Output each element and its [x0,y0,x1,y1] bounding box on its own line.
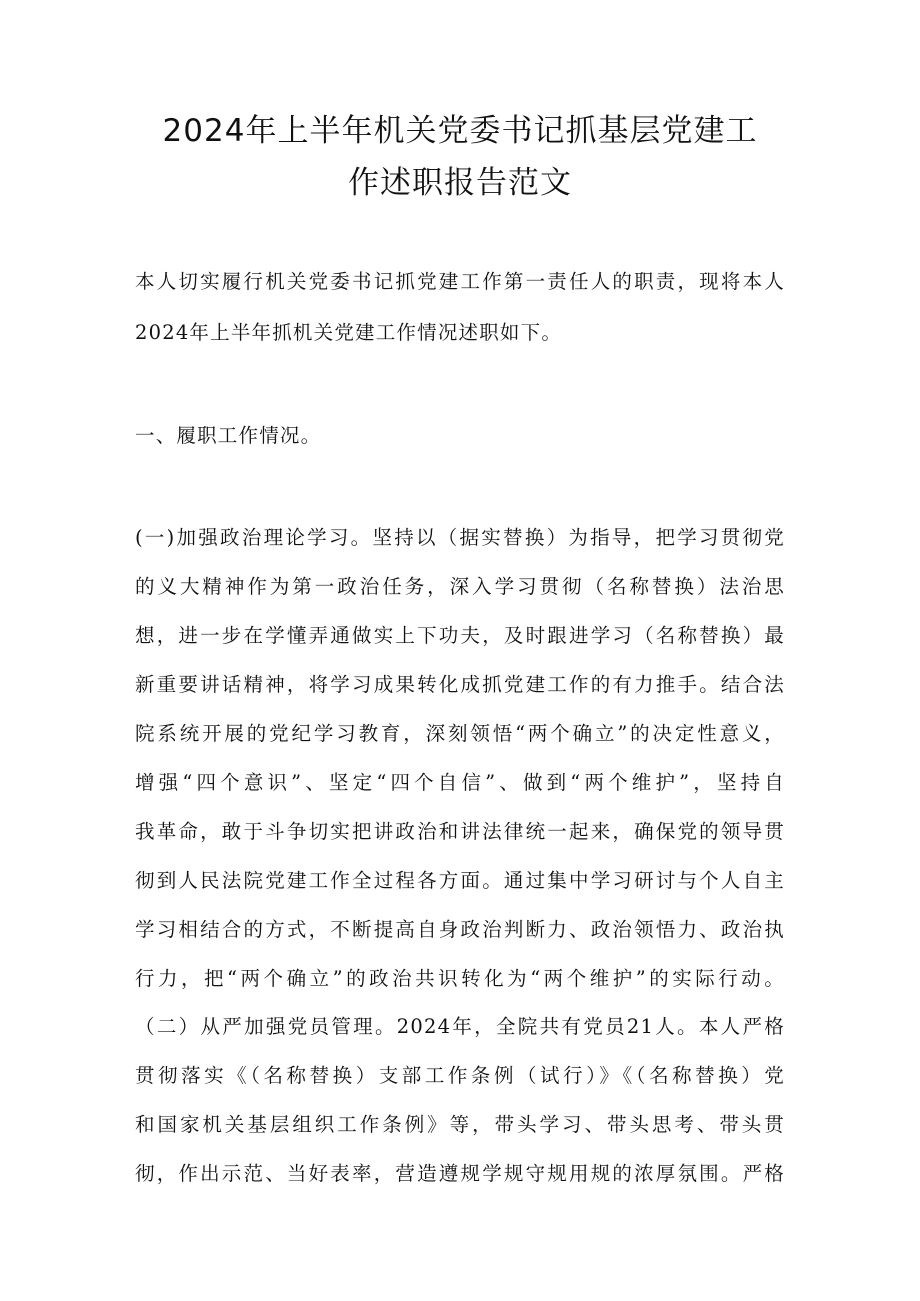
paragraph1-line-5: 院系统开展的党纪学习教育，深刻领悟“两个确立”的决定性意义， [135,722,785,745]
document-title-line-2: 作述职报告范文 [348,165,572,201]
paragraph2-line-1: （二）从严加强党员管理。2024年，全院共有党员21人。本人严格 [135,1015,785,1038]
section-heading-1: 一、履职工作情况。 [135,424,322,447]
paragraph2-line-2: 贯彻落实《（名称替换）支部工作条例（试行）》《（名称替换）党 [135,1064,785,1087]
paragraph1-line-6: 增强“四个意识”、坚定“四个自信”、做到“两个维护”，坚持自 [135,771,785,794]
intro-line-2: 2024年上半年抓机关党建工作情况述职如下。 [135,321,563,344]
paragraph1-line-8: 彻到人民法院党建工作全过程各方面。通过集中学习研讨与个人自主 [135,869,785,892]
paragraph2-line-3: 和国家机关基层组织工作条例》等，带头学习、带头思考、带头贯 [135,1113,785,1136]
document-title-line-1: 2024年上半年机关党委书记抓基层党建工 [162,113,758,149]
paragraph1-line-4: 新重要讲话精神，将学习成果转化成抓党建工作的有力推手。结合法 [135,673,785,696]
paragraph1-line-3: 想，进一步在学懂弄通做实上下功夫，及时跟进学习（名称替换）最 [135,624,785,647]
paragraph1-line-2: 的义大精神作为第一政治任务，深入学习贯彻（名称替换）法治思 [135,575,785,598]
paragraph1-line-1: (一)加强政治理论学习。坚持以（据实替换）为指导，把学习贯彻党 [135,526,785,549]
paragraph1-line-10: 行力，把“两个确立”的政治共识转化为“两个维护”的实际行动。 [135,967,785,990]
intro-line-1: 本人切实履行机关党委书记抓党建工作第一责任人的职责，现将本人 [135,270,785,293]
paragraph2-line-4: 彻，作出示范、当好表率，营造遵规学规守规用规的浓厚氛围。严格 [135,1162,785,1185]
paragraph1-line-9: 学习相结合的方式，不断提高自身政治判断力、政治领悟力、政治执 [135,918,785,941]
paragraph1-line-7: 我革命，敢于斗争切实把讲政治和讲法律统一起来，确保党的领导贯 [135,820,785,843]
